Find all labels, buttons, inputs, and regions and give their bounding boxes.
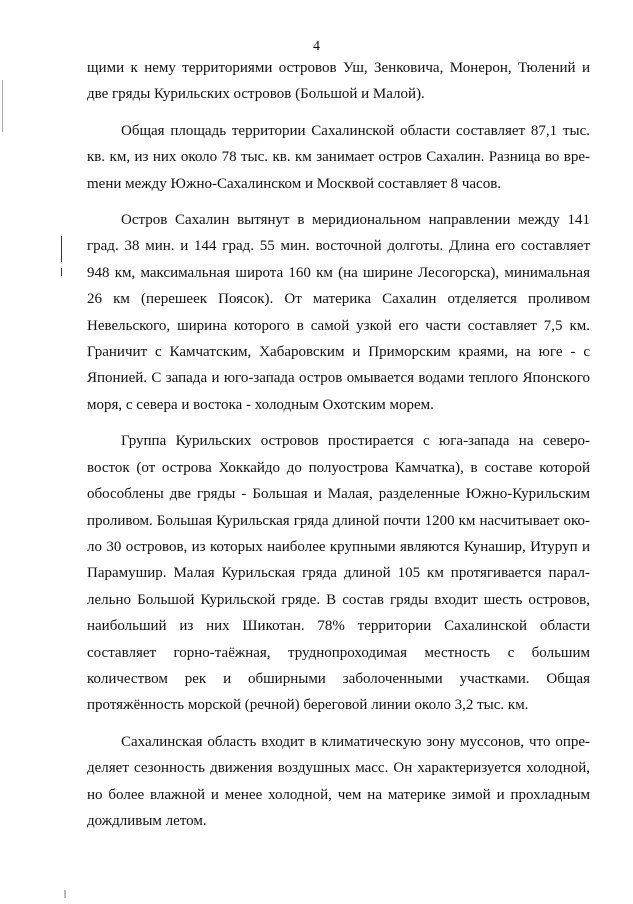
document-body — [87, 55, 590, 834]
margin-mark — [61, 236, 62, 262]
scan-edge-artifact — [2, 80, 3, 132]
paragraph-kuril-islands: Группа Курильских островов простирается с юга-запада на северо-восток (от острова Хоккайдо до полуострова Камчатка), в составе которой обособлены две гряды - Большая и Малая, разделенные Южно-Курильским проливом. Большая Курильская гряда длиной почти 1200 км насчитывает около 30 островов, из которых наиболее крупными являются Кунашир, Итуруп и Парамушир. Малая Курильская гряда длиной 105 км протягивается параллельно Большой Курильской гряде. В состав гряды входит шесть островов, наибольший из них Шикотан. 78% территории Сахалинской области составляет горно-таёжная, труднопроходимая местность с большим количеством рек и обширными заболоченными участками. Общая протяжённость морской (речной) береговой линии около 3,2 тыс. км. — [87, 433, 590, 714]
paragraph-continuation: щими к нему территориями островов Уш, Зенковича, Монерон, Тюлений и две гряды Курильских островов (Большой и Малой). — [87, 60, 590, 103]
paragraph-area: Общая площадь территории Сахалинской области составляет 87,1 тыс. кв. км, из них около 78 тыс. кв. км занимает остров Сахалин. Разница во вреmени между Южно-Сахалинском и Москвой составляет 8 часов. — [87, 122, 590, 192]
paragraph-climate: Сахалинская область входит в климатическую зону муссонов, что определяет сезонность движения воздушных масс. Он характеризуется холодной, но более влажной и менее холодной, чем на материке зимой и прохладным дождливым летом. — [87, 733, 590, 829]
page-number: 4 — [313, 39, 320, 54]
margin-mark — [61, 268, 62, 276]
scan-dot-artifact — [64, 890, 66, 898]
paragraph-sakhalin-island: Остров Сахалин вытянут в меридиональном направлении между 141 град. 38 мин. и 144 град. 55 мин. восточной долготы. Длина его составляет 948 км, максимальная широта 160 км (на ширине Лесогорска), минимальная 26 км (перешеек Поясок). От материка Сахалин отделяется проливом Невельского, ширина которого в самой узкой его части составляет 7,5 км. Граничит с Камчатским, Хабаровским и Приморским краями, на юге - с Японией. С запада и юго-запада остров омывается водами теплого Японского моря, с севера и востока - холодным Охотским морем. — [87, 212, 590, 413]
